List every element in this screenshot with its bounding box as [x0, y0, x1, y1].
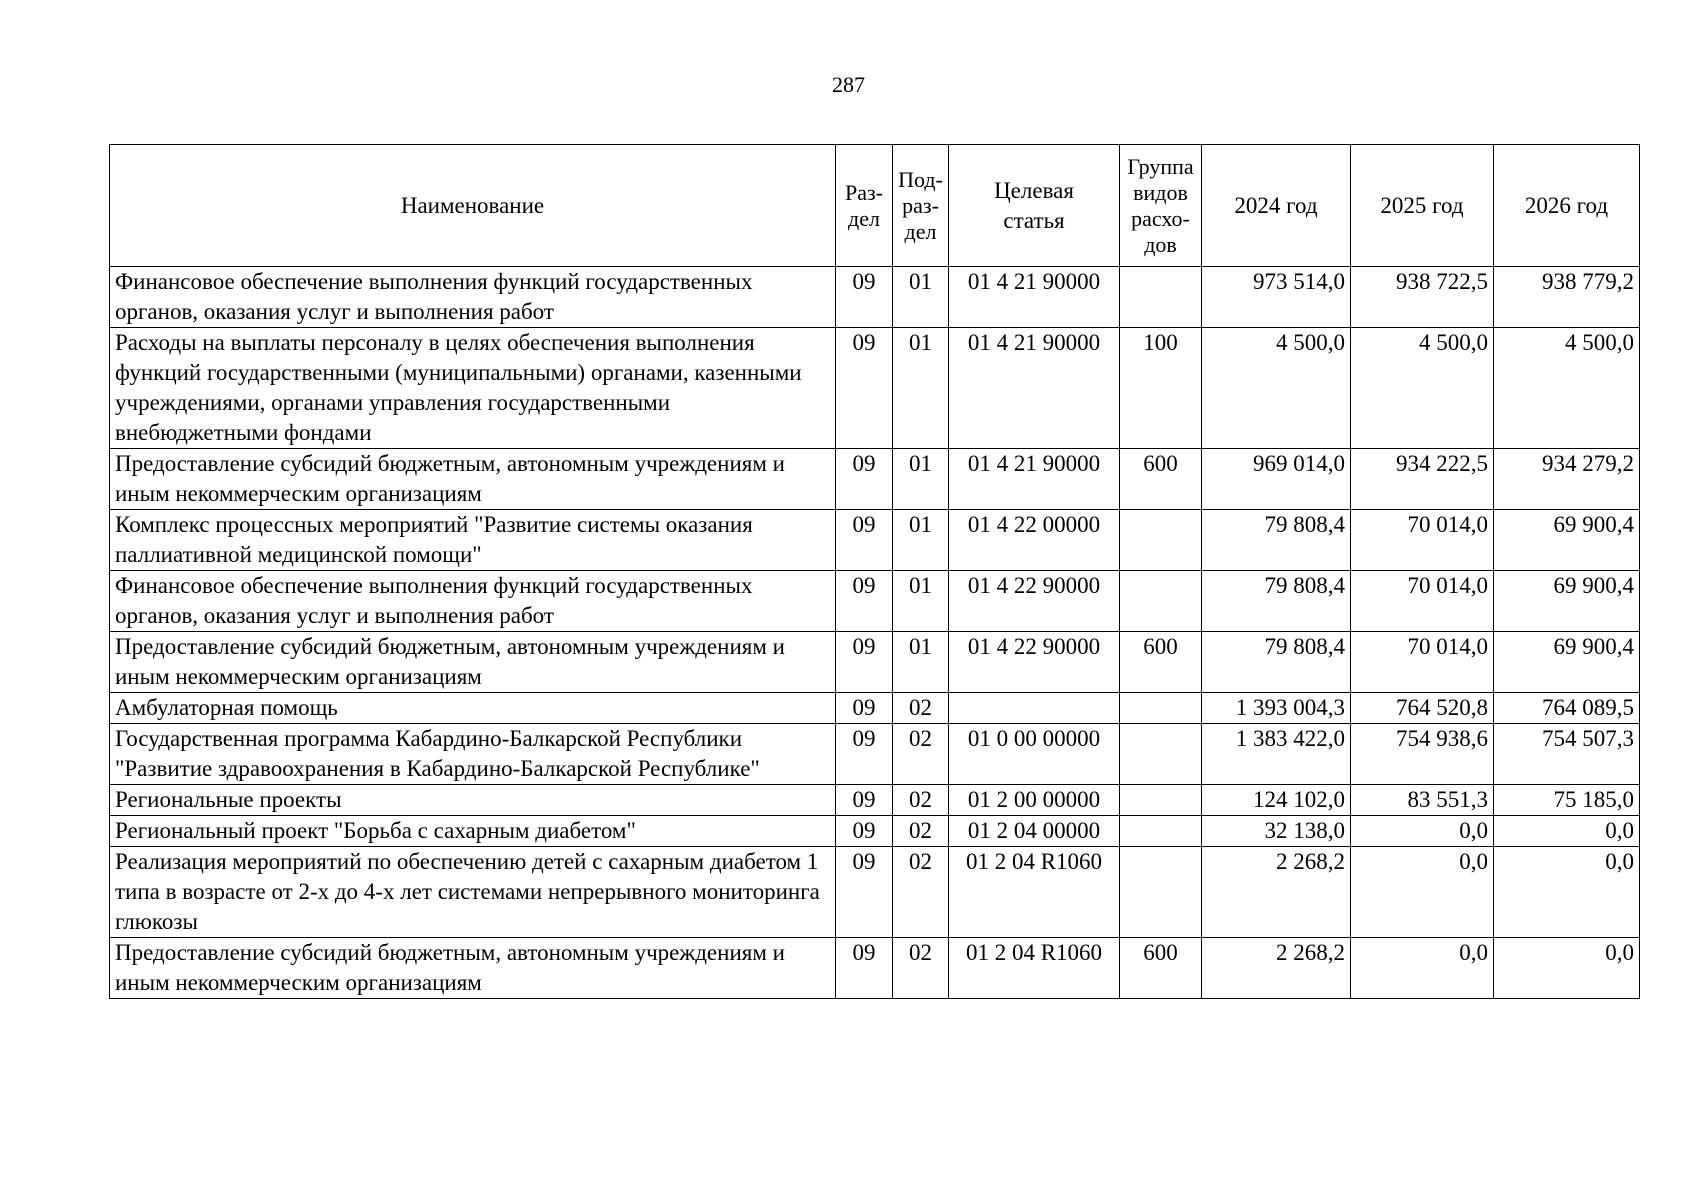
- cell-tselevaya: 01 2 04 00000: [949, 816, 1120, 847]
- cell-2025: 70 014,0: [1351, 571, 1494, 632]
- header-podrazdel-text: Под- раз- дел: [898, 166, 943, 244]
- cell-gruppa: [1120, 816, 1202, 847]
- cell-2026: 764 089,5: [1494, 693, 1640, 724]
- cell-podrazdel: 01: [893, 632, 949, 693]
- cell-podrazdel: 01: [893, 510, 949, 571]
- cell-name: Финансовое обеспечение выполнения функций государственных органов, оказания услуг и выполнения работ: [110, 571, 836, 632]
- cell-podrazdel: 02: [893, 847, 949, 938]
- table-row: [110, 724, 1640, 785]
- cell-name: Финансовое обеспечение выполнения функций государственных органов, оказания услуг и выполнения работ: [110, 267, 836, 328]
- cell-2025: 0,0: [1351, 816, 1494, 847]
- cell-2026: 938 779,2: [1494, 267, 1640, 328]
- table-header-row: [110, 145, 1640, 267]
- cell-2026: 4 500,0: [1494, 328, 1640, 449]
- table-row: [110, 328, 1640, 449]
- cell-2024: 973 514,0: [1202, 267, 1351, 328]
- cell-gruppa: [1120, 724, 1202, 785]
- cell-tselevaya: 01 4 21 90000: [949, 449, 1120, 510]
- cell-tselevaya: 01 0 00 00000: [949, 724, 1120, 785]
- cell-2025: 0,0: [1351, 847, 1494, 938]
- cell-gruppa: 600: [1120, 938, 1202, 999]
- cell-tselevaya: 01 4 22 90000: [949, 632, 1120, 693]
- table-row: [110, 816, 1640, 847]
- cell-razdel: 09: [836, 510, 893, 571]
- cell-2024: 1 383 422,0: [1202, 724, 1351, 785]
- cell-name: Расходы на выплаты персоналу в целях обеспечения выполнения функций государственными (муниципальными) органами, казенными учреждениями, органами управления государственными внебюджетными фондами: [110, 328, 836, 449]
- cell-podrazdel: 02: [893, 938, 949, 999]
- cell-podrazdel: 02: [893, 785, 949, 816]
- cell-razdel: 09: [836, 724, 893, 785]
- cell-2025: 754 938,6: [1351, 724, 1494, 785]
- cell-2025: 938 722,5: [1351, 267, 1494, 328]
- cell-2024: 2 268,2: [1202, 847, 1351, 938]
- cell-razdel: 09: [836, 328, 893, 449]
- cell-2025: 764 520,8: [1351, 693, 1494, 724]
- cell-name: Предоставление субсидий бюджетным, автономным учреждениям и иным некоммерческим организациям: [110, 449, 836, 510]
- table-row: [110, 449, 1640, 510]
- table-body: [110, 267, 1640, 999]
- cell-2024: 79 808,4: [1202, 510, 1351, 571]
- cell-podrazdel: 01: [893, 449, 949, 510]
- header-tselevaya: [949, 145, 1120, 267]
- cell-2026: 0,0: [1494, 938, 1640, 999]
- cell-razdel: 09: [836, 449, 893, 510]
- table-row: [110, 267, 1640, 328]
- cell-podrazdel: 02: [893, 724, 949, 785]
- table-row: [110, 938, 1640, 999]
- budget-table: [109, 144, 1640, 999]
- cell-razdel: 09: [836, 816, 893, 847]
- cell-name: Реализация мероприятий по обеспечению детей с сахарным диабетом 1 типа в возрасте от 2-х до 4-х лет системами непрерывного мониторинга глюкозы: [110, 847, 836, 938]
- cell-name: Комплекс процессных мероприятий "Развитие системы оказания паллиативной медицинской помощи": [110, 510, 836, 571]
- cell-gruppa: [1120, 693, 1202, 724]
- cell-podrazdel: 02: [893, 816, 949, 847]
- cell-razdel: 09: [836, 571, 893, 632]
- cell-name: Региональные проекты: [110, 785, 836, 816]
- cell-podrazdel: 01: [893, 571, 949, 632]
- header-podrazdel: [893, 145, 949, 267]
- table-row: [110, 510, 1640, 571]
- cell-tselevaya: 01 2 00 00000: [949, 785, 1120, 816]
- cell-2024: 2 268,2: [1202, 938, 1351, 999]
- cell-podrazdel: 02: [893, 693, 949, 724]
- cell-2025: 70 014,0: [1351, 632, 1494, 693]
- cell-2025: 0,0: [1351, 938, 1494, 999]
- cell-gruppa: [1120, 267, 1202, 328]
- header-tselevaya-text: Целевая статья: [994, 177, 1074, 233]
- cell-tselevaya: 01 4 21 90000: [949, 267, 1120, 328]
- cell-2026: 69 900,4: [1494, 510, 1640, 571]
- cell-razdel: 09: [836, 693, 893, 724]
- cell-2026: 0,0: [1494, 847, 1640, 938]
- cell-2025: 83 551,3: [1351, 785, 1494, 816]
- cell-2026: 69 900,4: [1494, 632, 1640, 693]
- cell-2024: 1 393 004,3: [1202, 693, 1351, 724]
- cell-name: Региональный проект "Борьба с сахарным диабетом": [110, 816, 836, 847]
- cell-2024: 4 500,0: [1202, 328, 1351, 449]
- header-gruppa-text: Группа видов расхо- дов: [1127, 153, 1194, 257]
- cell-tselevaya: 01 2 04 R1060: [949, 938, 1120, 999]
- header-2026: 2026 год: [1494, 145, 1640, 267]
- header-2025: 2025 год: [1351, 145, 1494, 267]
- table-row: [110, 632, 1640, 693]
- cell-tselevaya: 01 4 22 00000: [949, 510, 1120, 571]
- table-row: [110, 571, 1640, 632]
- cell-name: Предоставление субсидий бюджетным, автономным учреждениям и иным некоммерческим организациям: [110, 938, 836, 999]
- cell-gruppa: 100: [1120, 328, 1202, 449]
- cell-name: Предоставление субсидий бюджетным, автономным учреждениям и иным некоммерческим организациям: [110, 632, 836, 693]
- cell-2026: 75 185,0: [1494, 785, 1640, 816]
- cell-2024: 79 808,4: [1202, 632, 1351, 693]
- cell-2024: 79 808,4: [1202, 571, 1351, 632]
- header-gruppa: [1120, 145, 1202, 267]
- cell-razdel: 09: [836, 267, 893, 328]
- cell-name: Государственная программа Кабардино-Балкарской Республики "Развитие здравоохранения в Кабардино-Балкарской Республике": [110, 724, 836, 785]
- page-number: 287: [832, 72, 865, 97]
- cell-2025: 934 222,5: [1351, 449, 1494, 510]
- cell-2025: 70 014,0: [1351, 510, 1494, 571]
- cell-podrazdel: 01: [893, 328, 949, 449]
- cell-2026: 69 900,4: [1494, 571, 1640, 632]
- cell-razdel: 09: [836, 785, 893, 816]
- cell-2024: 124 102,0: [1202, 785, 1351, 816]
- cell-tselevaya: [949, 693, 1120, 724]
- table-row: [110, 693, 1640, 724]
- cell-2024: 969 014,0: [1202, 449, 1351, 510]
- cell-razdel: 09: [836, 632, 893, 693]
- header-razdel-text: Раз- дел: [844, 179, 884, 231]
- cell-tselevaya: 01 4 22 90000: [949, 571, 1120, 632]
- cell-razdel: 09: [836, 938, 893, 999]
- cell-2026: 754 507,3: [1494, 724, 1640, 785]
- cell-gruppa: [1120, 785, 1202, 816]
- cell-2025: 4 500,0: [1351, 328, 1494, 449]
- header-razdel: [836, 145, 893, 267]
- cell-gruppa: 600: [1120, 632, 1202, 693]
- table-row: [110, 785, 1640, 816]
- cell-tselevaya: 01 4 21 90000: [949, 328, 1120, 449]
- cell-gruppa: [1120, 510, 1202, 571]
- cell-razdel: 09: [836, 847, 893, 938]
- cell-2024: 32 138,0: [1202, 816, 1351, 847]
- cell-tselevaya: 01 2 04 R1060: [949, 847, 1120, 938]
- cell-2026: 934 279,2: [1494, 449, 1640, 510]
- table-row: [110, 847, 1640, 938]
- cell-name: Амбулаторная помощь: [110, 693, 836, 724]
- cell-2026: 0,0: [1494, 816, 1640, 847]
- header-2024: 2024 год: [1202, 145, 1351, 267]
- cell-gruppa: 600: [1120, 449, 1202, 510]
- cell-gruppa: [1120, 847, 1202, 938]
- cell-podrazdel: 01: [893, 267, 949, 328]
- cell-gruppa: [1120, 571, 1202, 632]
- header-name: Наименование: [110, 145, 836, 267]
